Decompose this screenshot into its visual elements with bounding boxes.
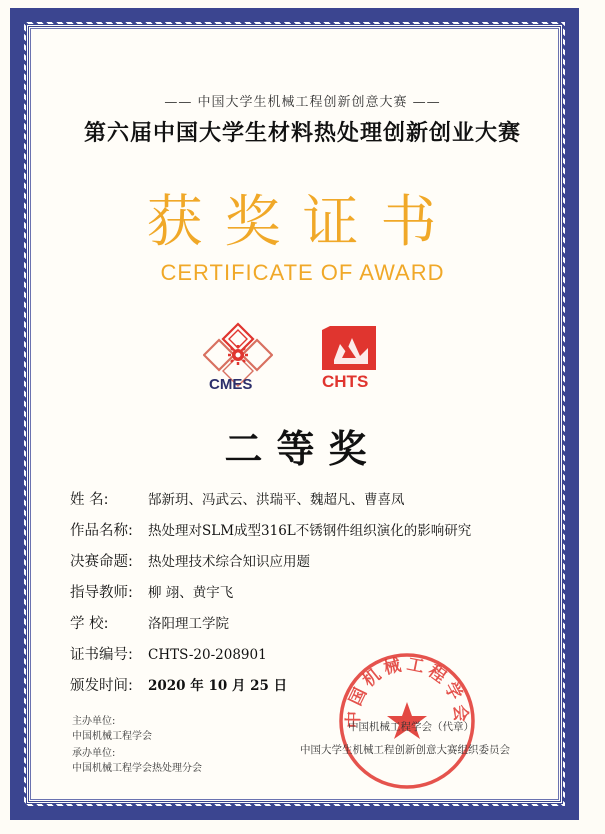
field-row-school [70,612,229,633]
chts-logo-text: CHTS [322,372,369,391]
field-row-cert-number [70,643,267,664]
field-value: 郜新玥、冯武云、洪瑞平、魏超凡、曹喜凤 [148,492,405,508]
competition-subtitle: —— 中国大学生机械工程创新创意大赛 —— [164,95,441,110]
field-label: 姓 名: [70,492,109,508]
field-row-issue-date [70,674,287,695]
field-value: 柳 翊、黄宇飞 [148,585,234,601]
host-label: 主办单位: [72,716,116,727]
signature-society: 中国机械工程学会（代章） [348,721,474,733]
host-value: 中国机械工程学会 [72,731,152,742]
certificate-title-cn: 获奖证书 [146,190,459,255]
field-value: 2020 年 10 月 25 日 [148,678,288,694]
field-row-project [70,519,471,540]
field-value: CHTS-20-208901 [148,647,267,663]
field-row-topic [70,550,310,571]
field-row-names [70,488,405,509]
award-level: 二等奖 [224,426,381,471]
field-value: 洛阳理工学院 [148,616,229,632]
cmes-logo-text: CMES [209,376,253,393]
field-row-advisors [70,581,233,602]
chts-logo [318,322,380,396]
field-value: 热处理对SLM成型316L不锈钢件组织演化的影响研究 [148,523,472,539]
signature-committee: 中国大学生机械工程创新创意大赛组织委员会 [300,744,510,756]
seal-text: 中国机械工程学会 [343,654,471,729]
cmes-logo [203,320,273,400]
competition-title: 第六届中国大学生材料热处理创新创业大赛 [83,121,521,146]
field-label: 指导教师: [70,585,133,601]
field-label: 颁发时间: [70,678,133,694]
organizer-label: 承办单位: [72,748,116,759]
certificate-title-en: CERTIFICATE OF AWARD [160,260,445,285]
field-label: 证书编号: [70,647,133,663]
organizer-value: 中国机械工程学会热处理分会 [72,763,202,774]
field-label: 学 校: [70,616,109,632]
field-label: 作品名称: [70,523,133,539]
field-value: 热处理技术综合知识应用题 [148,554,310,570]
field-label: 决赛命题: [70,554,133,570]
